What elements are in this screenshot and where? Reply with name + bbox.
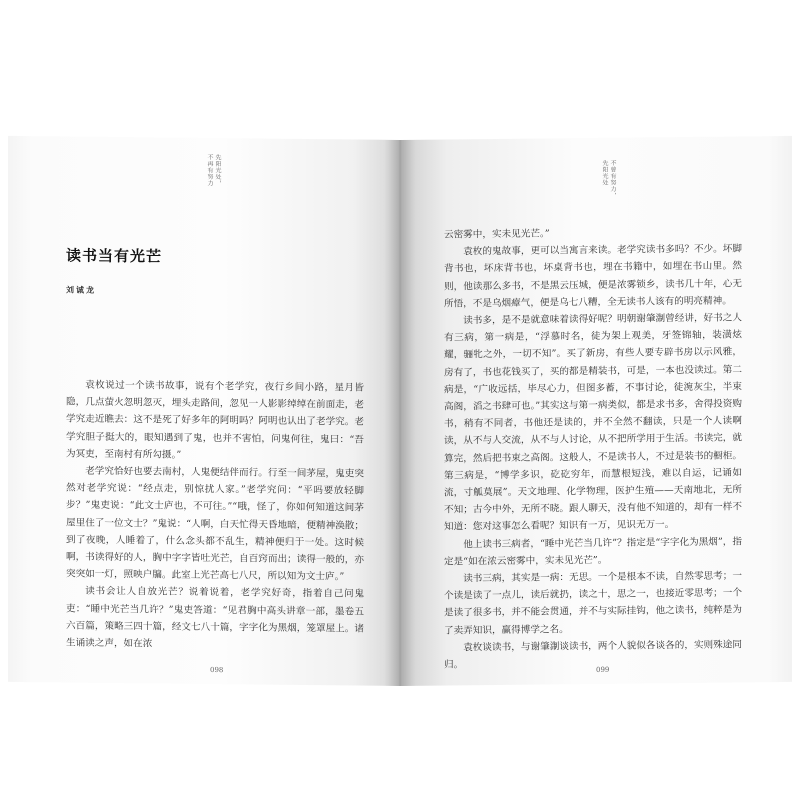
paragraph: 读书多，是不是就意味着读得好呢？明朝谢肇淛曾经讲，好书之人有三病，第一病是，“浮慕时名，徒为架上观美，牙签锦轴，装潢炫耀，骊牝之外，一切不知”。买了新房，有些人要专辟书房以示风雅，房有了，书也花钱买了，买的都是精装书，可是，一本也没读过。第二病是，“广收远括，毕尽心力，但图多蓄，不事讨论，徒涴灰尘，半束高阁，滔之书肆可也。”其实这与第一病类似，都是求书多，舍得投资购书，稍有不同者，书他还是读的，并不全然不翻读，只是一个人读啊读，从不与人交流，从不与人讨论，从不把所学用于生活。书读完，就算完，然后把书束之高阁。这般人，不是读书人，不过是装书的橱柜。第三病是，“博学多识，矻矻穷年，而慧根短浅，难以自运，记诵如流，寸觚莫展”。天文地理、化学物理，医护生殖——天南地北，无所不知；古今中外，无所不晓。跟人聊天，没有他不知道的，却有一样不知道：您对这事怎么看呢？知识有一万，见识无万一。	[444, 312, 742, 533]
author-name: 刘诚龙	[66, 284, 96, 295]
right-body-text	[444, 223, 742, 673]
running-head-right	[600, 160, 616, 199]
paragraph: 袁枚说过一个读书故事，说有个老学究，夜行乡间小路，星月皆隐，几点萤火忽明忽灭，埋头走路间，忽见一人影影绰绰在前面走，老学究走近瞧去：这不是死了好多年的阿明吗？阿明也认出了老学究。老学究胆子挺大的，眼知遇到了鬼，也并不害怕，问鬼何往，鬼曰：“吾为冥吏，至南村有所勾摄。”	[66, 379, 364, 461]
paragraph: 读书会让人自放光芒？说着说着，老学究好奇，指着自己问鬼吏：“睡中光芒当几许？”鬼吏答道：“见君胸中高头讲章一部，墨卷五六百篇，策略三四十篇，经文七八十篇，字字化为黑烟，笼罩屋上。诸生诵读之声，如在浓	[66, 586, 364, 650]
left-body-text	[66, 377, 364, 655]
paragraph: 老学究恰好也要去南村，人鬼便结伴而行。行至一间茅屋，鬼吏突然对老学究说：“经点走，别惊扰人家。”老学究问：“平吗要放轻脚步？”鬼吏说：“此文士庐也，不可往。”“哦，怪了，你如何知道这间茅屋里住了一位文士？”鬼说：“人啊，白天忙得天昏地暗，便精神涣散；到了夜晚，人睡着了，什么念头都不乱生，精神便归于一处。这时候啊，书读得好的人，胸中字字皆吐光芒，自百窍而出；读得一般的，亦突突如一灯，照映户牖。此室上光芒高七八尺，所以知为文士庐。”	[66, 465, 364, 583]
right-page	[400, 136, 792, 686]
chapter-title: 读书当有光芒	[66, 246, 163, 266]
running-head-line: 不曾有努力，	[609, 159, 616, 199]
running-head-line: 先阳光处	[601, 159, 608, 186]
paragraph: 袁枚谈读书，与谢肇淛谈读书，两个人貌似各谈各的，实则殊途同归。	[444, 639, 742, 671]
running-head-left	[205, 154, 221, 187]
running-head-line: 不再有努力	[206, 153, 213, 187]
page-number-left: 098	[210, 666, 224, 675]
open-book-spread	[8, 140, 792, 686]
page-number-right: 099	[596, 665, 610, 674]
paragraph: 袁枚的鬼故事，更可以当寓言来读。老学究读书多吗？不少。坏脚背书也，坏床背书也，坏桌背书也，埋在书籍中，如埋在书山里。然则，他读那么多书，不是黑云压城，便是浓雾锁乡，读书几十年，心无所悟，不是乌烟瘴气，便是乌七八糟，全无读书人该有的明亮精神。	[444, 243, 742, 310]
paragraph: 读书三病，其实是一病：无思。一个是根本不读，自然零思考；一个读是读了一点儿，读后就扔，读之十，思之一，也接近零思考；一个是读了很多书，并不能会贯通，并不与实际挂钩，他之读书，纯粹是为了卖弄知识，赢得博学之名。	[444, 570, 742, 637]
paragraph: 他上读书三病者，“睡中光芒当几许”？指定是“字字化为黑烟”，指定是“如在浓云密雾中，实未见光芒”。	[444, 536, 742, 568]
paragraph: 云密雾中，实未见光芒。”	[444, 228, 550, 241]
left-page	[8, 136, 400, 686]
running-head-line: 先阳光处，	[214, 154, 221, 187]
